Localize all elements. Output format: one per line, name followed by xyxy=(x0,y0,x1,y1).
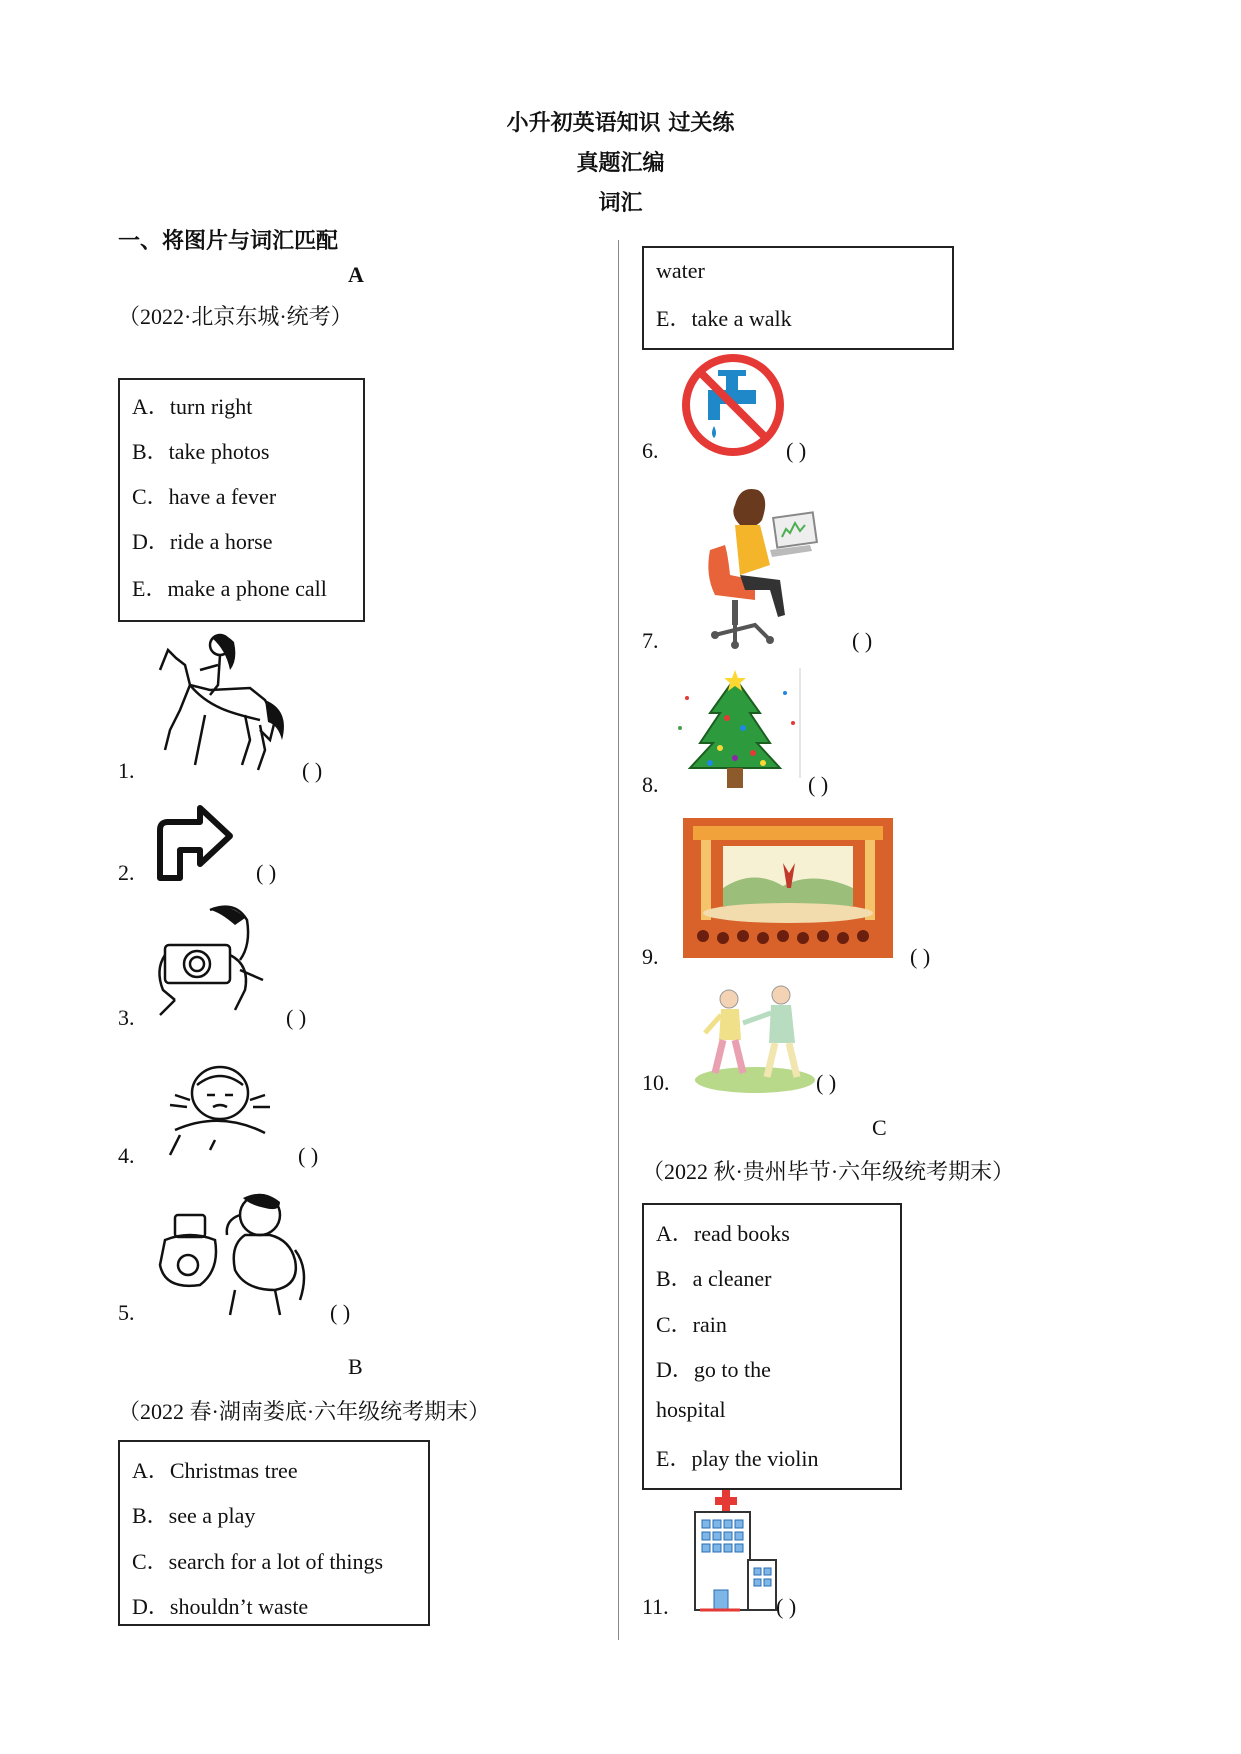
item-2-number: 2. xyxy=(118,860,135,885)
christmas-tree-picture xyxy=(675,668,805,793)
item-9-number: 9. xyxy=(642,944,659,969)
group-b-options-box-continued xyxy=(642,246,954,350)
item-10-answer-blank[interactable]: ( ) xyxy=(816,1070,837,1095)
option-e: E．take a walk xyxy=(656,306,792,331)
page-subtitle: 真题汇编 xyxy=(576,151,665,176)
topic-title: 词汇 xyxy=(598,191,643,216)
turn-right-arrow-picture xyxy=(155,800,235,880)
item-3-answer-blank[interactable]: ( ) xyxy=(286,1005,307,1030)
item-4-answer-blank[interactable]: ( ) xyxy=(298,1143,319,1168)
option-e: E．make a phone call xyxy=(132,576,327,601)
item-7-number: 7. xyxy=(642,628,659,653)
woman-at-laptop-picture xyxy=(700,485,820,650)
item-11-answer-blank[interactable]: ( ) xyxy=(776,1594,797,1619)
item-2-answer-blank[interactable]: ( ) xyxy=(256,860,277,885)
group-c-letter: C xyxy=(872,1115,887,1140)
group-c-options-box xyxy=(642,1203,902,1490)
item-1-answer-blank[interactable]: ( ) xyxy=(302,758,323,783)
item-9-answer-blank[interactable]: ( ) xyxy=(910,944,931,969)
option-b: B．see a play xyxy=(132,1503,256,1528)
option-d: D．ride a horse xyxy=(132,529,273,554)
woman-on-phone-picture xyxy=(155,1190,310,1320)
item-5-answer-blank[interactable]: ( ) xyxy=(330,1300,351,1325)
item-5-number: 5. xyxy=(118,1300,135,1325)
hospital-building-picture xyxy=(690,1490,780,1612)
elderly-couple-walking-picture xyxy=(693,985,818,1095)
option-c: C．rain xyxy=(656,1312,727,1337)
group-b-letter: B xyxy=(348,1354,363,1379)
option-c: C．search for a lot of things xyxy=(132,1549,384,1574)
group-a-source: （2022·北京东城·统考） xyxy=(118,304,353,329)
man-with-camera-picture xyxy=(155,900,265,1020)
horse-riding-picture xyxy=(150,630,290,775)
item-3-number: 3. xyxy=(118,1005,135,1030)
item-1-number: 1. xyxy=(118,758,135,783)
option-a: A．read books xyxy=(656,1221,790,1246)
item-8-answer-blank[interactable]: ( ) xyxy=(808,772,829,797)
option-a: A．Christmas tree xyxy=(132,1458,298,1483)
page-title: 小升初英语知识 过关练 xyxy=(506,111,735,136)
item-6-number: 6. xyxy=(642,438,659,463)
option-a: A．turn right xyxy=(132,394,253,419)
item-8-number: 8. xyxy=(642,772,659,797)
option-b: B．a cleaner xyxy=(656,1266,772,1291)
option-d: D．shouldn’t waste xyxy=(132,1594,309,1619)
item-10-number: 10. xyxy=(642,1070,670,1095)
no-water-tap-picture xyxy=(680,352,786,458)
group-a-options-box xyxy=(118,378,365,622)
item-7-answer-blank[interactable]: ( ) xyxy=(852,628,873,653)
group-a-letter: A xyxy=(348,262,364,287)
column-divider xyxy=(618,240,619,1640)
item-11-number: 11. xyxy=(642,1594,669,1619)
group-b-source: （2022 春·湖南娄底·六年级统考期末） xyxy=(118,1399,491,1424)
option-d-continued: hospital xyxy=(656,1397,726,1422)
option-d-continued: water xyxy=(656,258,705,283)
group-c-source: （2022 秋·贵州毕节·六年级统考期末） xyxy=(642,1159,1015,1184)
section-heading: 一、将图片与词汇匹配 xyxy=(118,229,339,254)
option-b: B．take photos xyxy=(132,439,270,464)
item-6-answer-blank[interactable]: ( ) xyxy=(786,438,807,463)
option-d: D．go to the xyxy=(656,1357,771,1382)
group-b-options-box xyxy=(118,1440,430,1626)
theater-stage-picture xyxy=(683,818,893,958)
option-e: E．play the violin xyxy=(656,1446,819,1471)
child-with-fever-picture xyxy=(165,1055,275,1160)
item-4-number: 4. xyxy=(118,1143,135,1168)
option-c: C．have a fever xyxy=(132,484,277,509)
